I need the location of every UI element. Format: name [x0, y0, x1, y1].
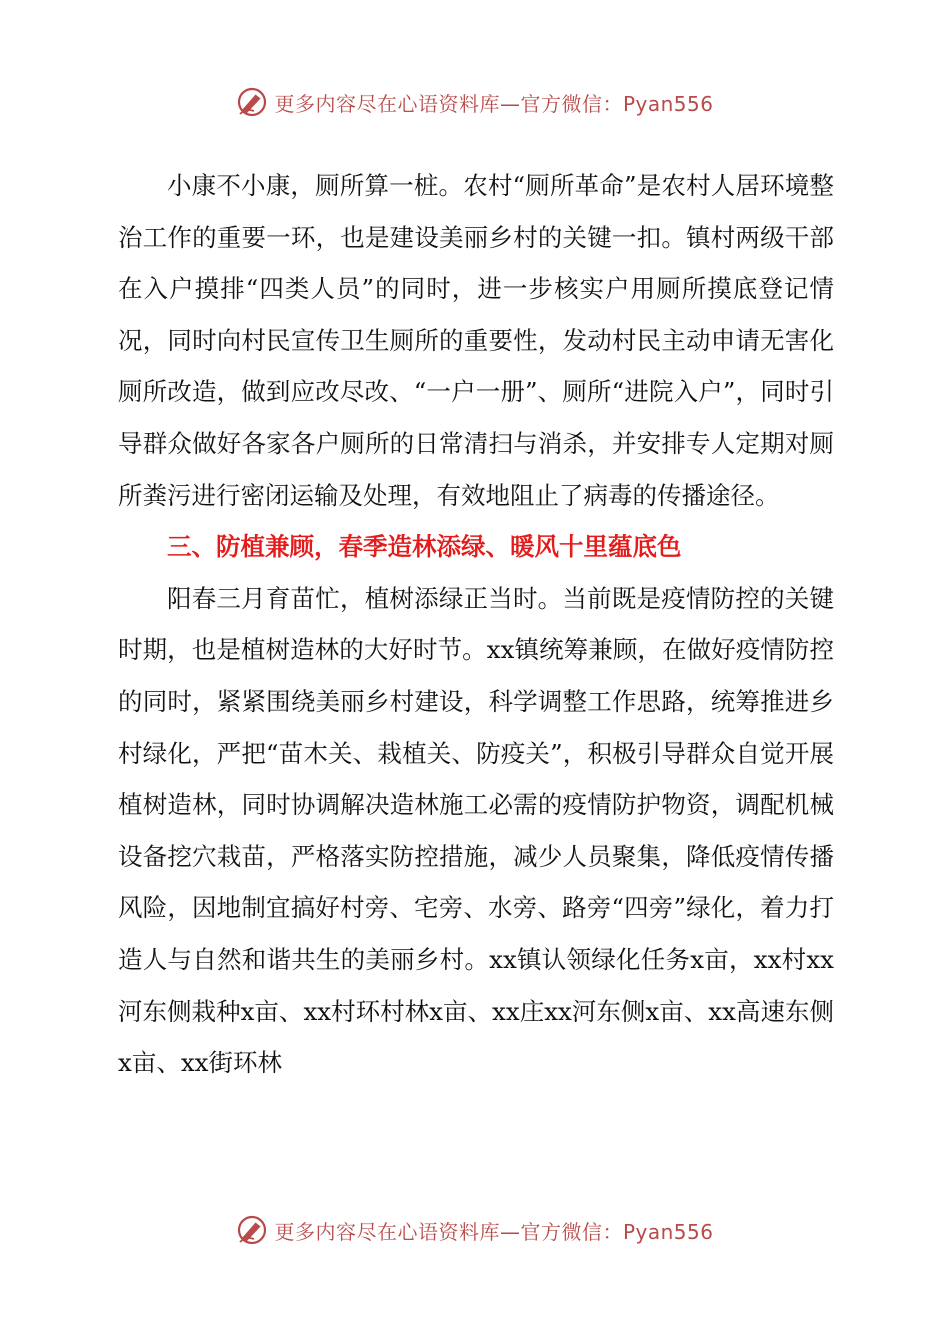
pen-logo-icon: [236, 1214, 268, 1246]
document-body: [118, 160, 834, 1089]
paragraph-toilet-revolution: 小康不小康，厕所算一桩。农村“厕所革命”是农村人居环境整治工作的重要一环，也是建设美丽乡村的关键一扣。镇村两级干部在入户摸排“四类人员”的同时，进一步核实户用厕所摸底登记情况，同时向村民宣传卫生厕所的重要性，发动村民主动申请无害化厕所改造，做到应改尽改、“一户一册”、厕所“进院入户”，同时引导群众做好各家各户厕所的日常清扫与消杀，并安排专人定期对厕所粪污进行密闭运输及处理，有效地阻止了病毒的传播途径。: [118, 171, 834, 510]
watermark-header: [0, 86, 950, 118]
watermark-footer: [0, 1214, 950, 1246]
watermark-text: 更多内容尽在心语资料库—官方微信：Pyan556: [274, 1219, 714, 1244]
watermark-text: 更多内容尽在心语资料库—官方微信：Pyan556: [274, 91, 714, 116]
section-heading-3: 三、防植兼顾，春季造林添绿、暖风十里蕴底色: [167, 532, 682, 562]
paragraph-afforestation: 阳春三月育苗忙，植树添绿正当时。当前既是疫情防控的关键时期，也是植树造林的大好时节。xx镇统筹兼顾，在做好疫情防控的同时，紧紧围绕美丽乡村建设，科学调整工作思路，统筹推进乡村绿化，严把“苗木关、栽植关、防疫关”，积极引导群众自觉开展植树造林，同时协调解决造林施工必需的疫情防护物资，调配机械设备挖穴栽苗，严格落实防控措施，减少人员聚集，降低疫情传播风险，因地制宜搞好村旁、宅旁、水旁、路旁“四旁”绿化，着力打造人与自然和谐共生的美丽乡村。xx镇认领绿化任务x亩，xx村xx河东侧栽种x亩、xx村环村林x亩、xx庄xx河东侧x亩、xx高速东侧x亩、xx街环林: [118, 583, 834, 1078]
pen-logo-icon: [236, 86, 268, 118]
